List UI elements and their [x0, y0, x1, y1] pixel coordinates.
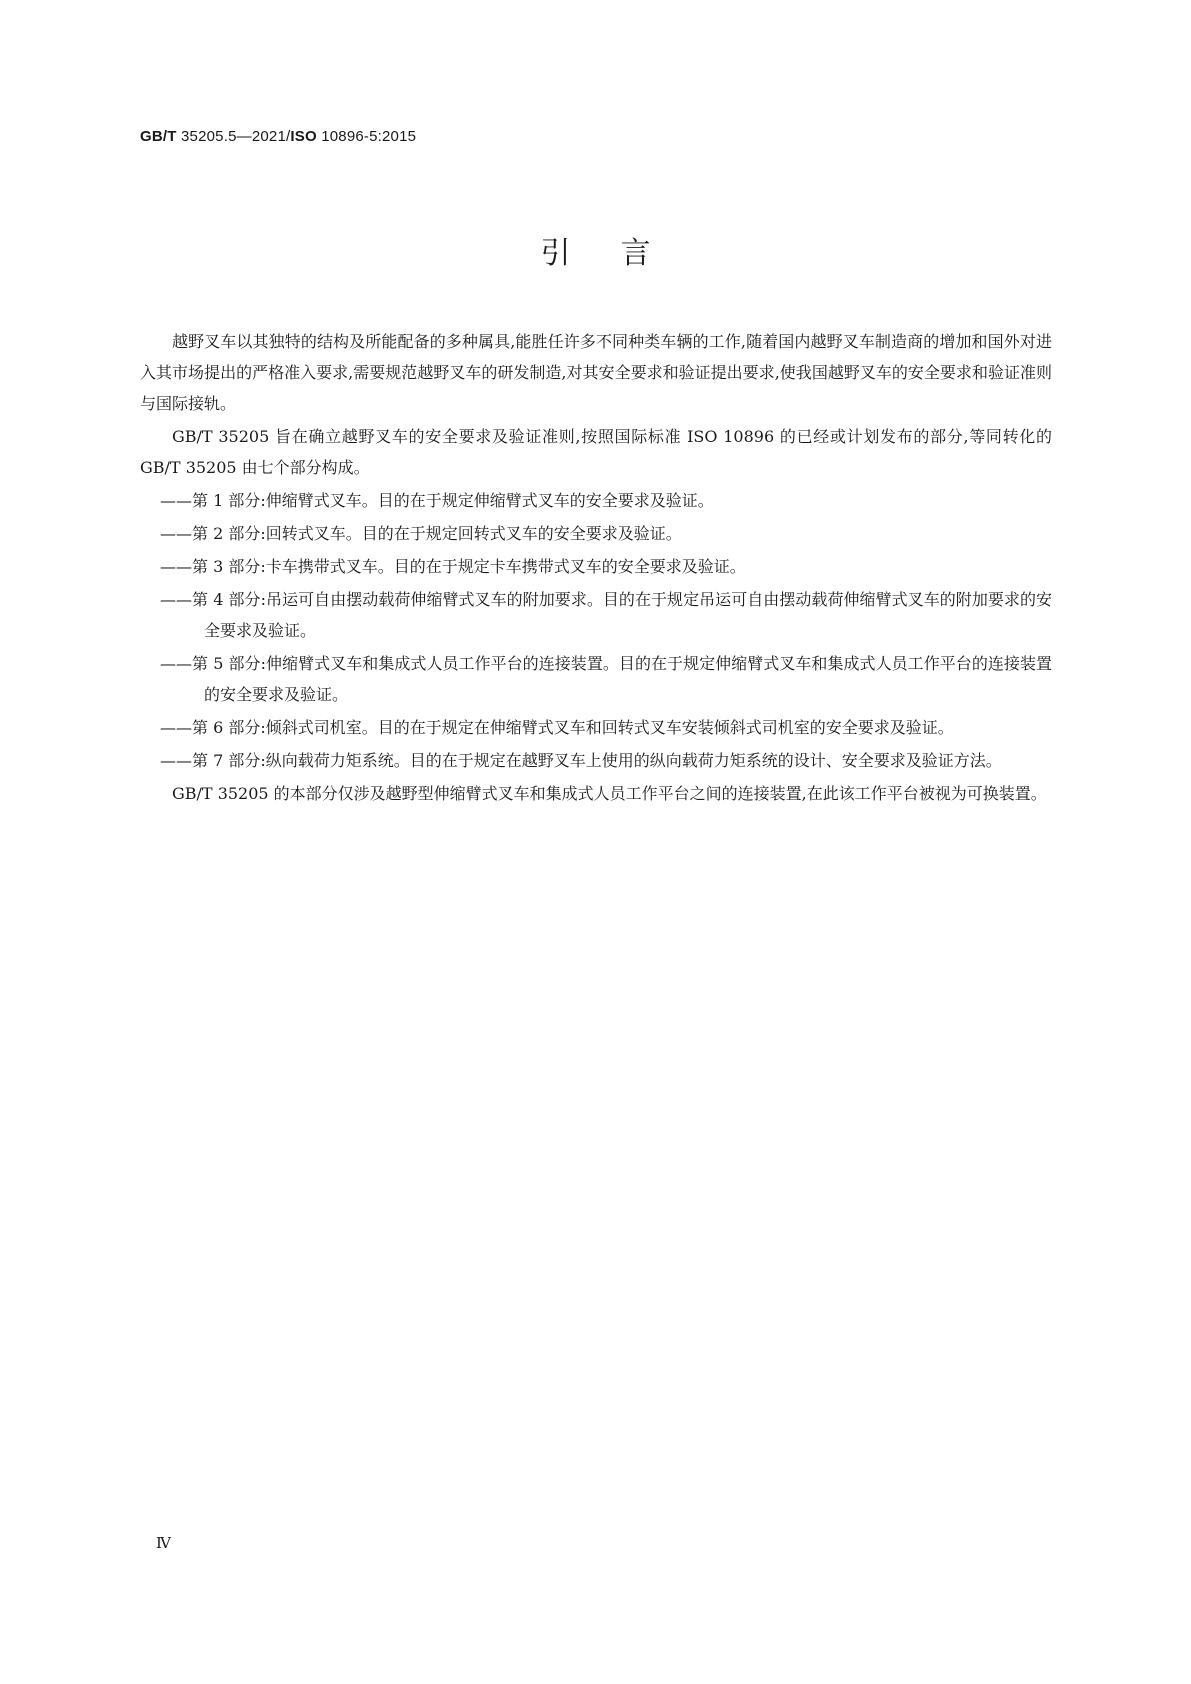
part-list-item: ——第 1 部分:伸缩臂式叉车。目的在于规定伸缩臂式叉车的安全要求及验证。	[160, 491, 714, 510]
standard-prefix-iso: ISO	[290, 128, 317, 145]
standard-code-header	[140, 128, 416, 145]
closing-paragraph: GB/T 35205 的本部分仅涉及越野型伸缩臂式叉车和集成式人员工作平台之间的连接装置,在此该工作平台被视为可换装置。	[172, 784, 1047, 803]
standard-prefix-gb: GB/T	[140, 128, 177, 145]
part-list-item: ——第 4 部分:吊运可自由摆动载荷伸缩臂式叉车的附加要求。目的在于规定吊运可自由摆动载荷伸缩臂式叉车的附加要求的安全要求及验证。	[160, 590, 1052, 640]
part-list-item: ——第 2 部分:回转式叉车。目的在于规定回转式叉车的安全要求及验证。	[160, 524, 682, 543]
part-list-item: ——第 3 部分:卡车携带式叉车。目的在于规定卡车携带式叉车的安全要求及验证。	[160, 557, 746, 576]
standard-number: 35205.5—2021/	[181, 128, 291, 145]
page-title: 引言	[540, 236, 701, 271]
part-list-item: ——第 7 部分:纵向载荷力矩系统。目的在于规定在越野叉车上使用的纵向载荷力矩系统的设计、安全要求及验证方法。	[160, 751, 1002, 770]
intro-paragraph: 越野叉车以其独特的结构及所能配备的多种属具,能胜任许多不同种类车辆的工作,随着国内越野叉车制造商的增加和国外对进入其市场提出的严格准入要求,需要规范越野叉车的研发制造,对其安全要求和验证提出要求,使我国越野叉车的安全要求和验证准则与国际接轨。	[140, 332, 1052, 413]
document-body	[140, 326, 1052, 811]
part-list-item: ——第 6 部分:倾斜式司机室。目的在于规定在伸缩臂式叉车和回转式叉车安装倾斜式司机室的安全要求及验证。	[160, 718, 954, 737]
page-number: Ⅳ	[156, 1536, 171, 1552]
iso-number: 10896-5:2015	[321, 128, 417, 145]
scope-paragraph: GB/T 35205 旨在确立越野叉车的安全要求及验证准则,按照国际标准 ISO 10896 的已经或计划发布的部分,等同转化的 GB/T 35205 由七个部分构成。	[140, 427, 1052, 477]
part-list-item: ——第 5 部分:伸缩臂式叉车和集成式人员工作平台的连接装置。目的在于规定伸缩臂式叉车和集成式人员工作平台的连接装置的安全要求及验证。	[160, 654, 1052, 704]
